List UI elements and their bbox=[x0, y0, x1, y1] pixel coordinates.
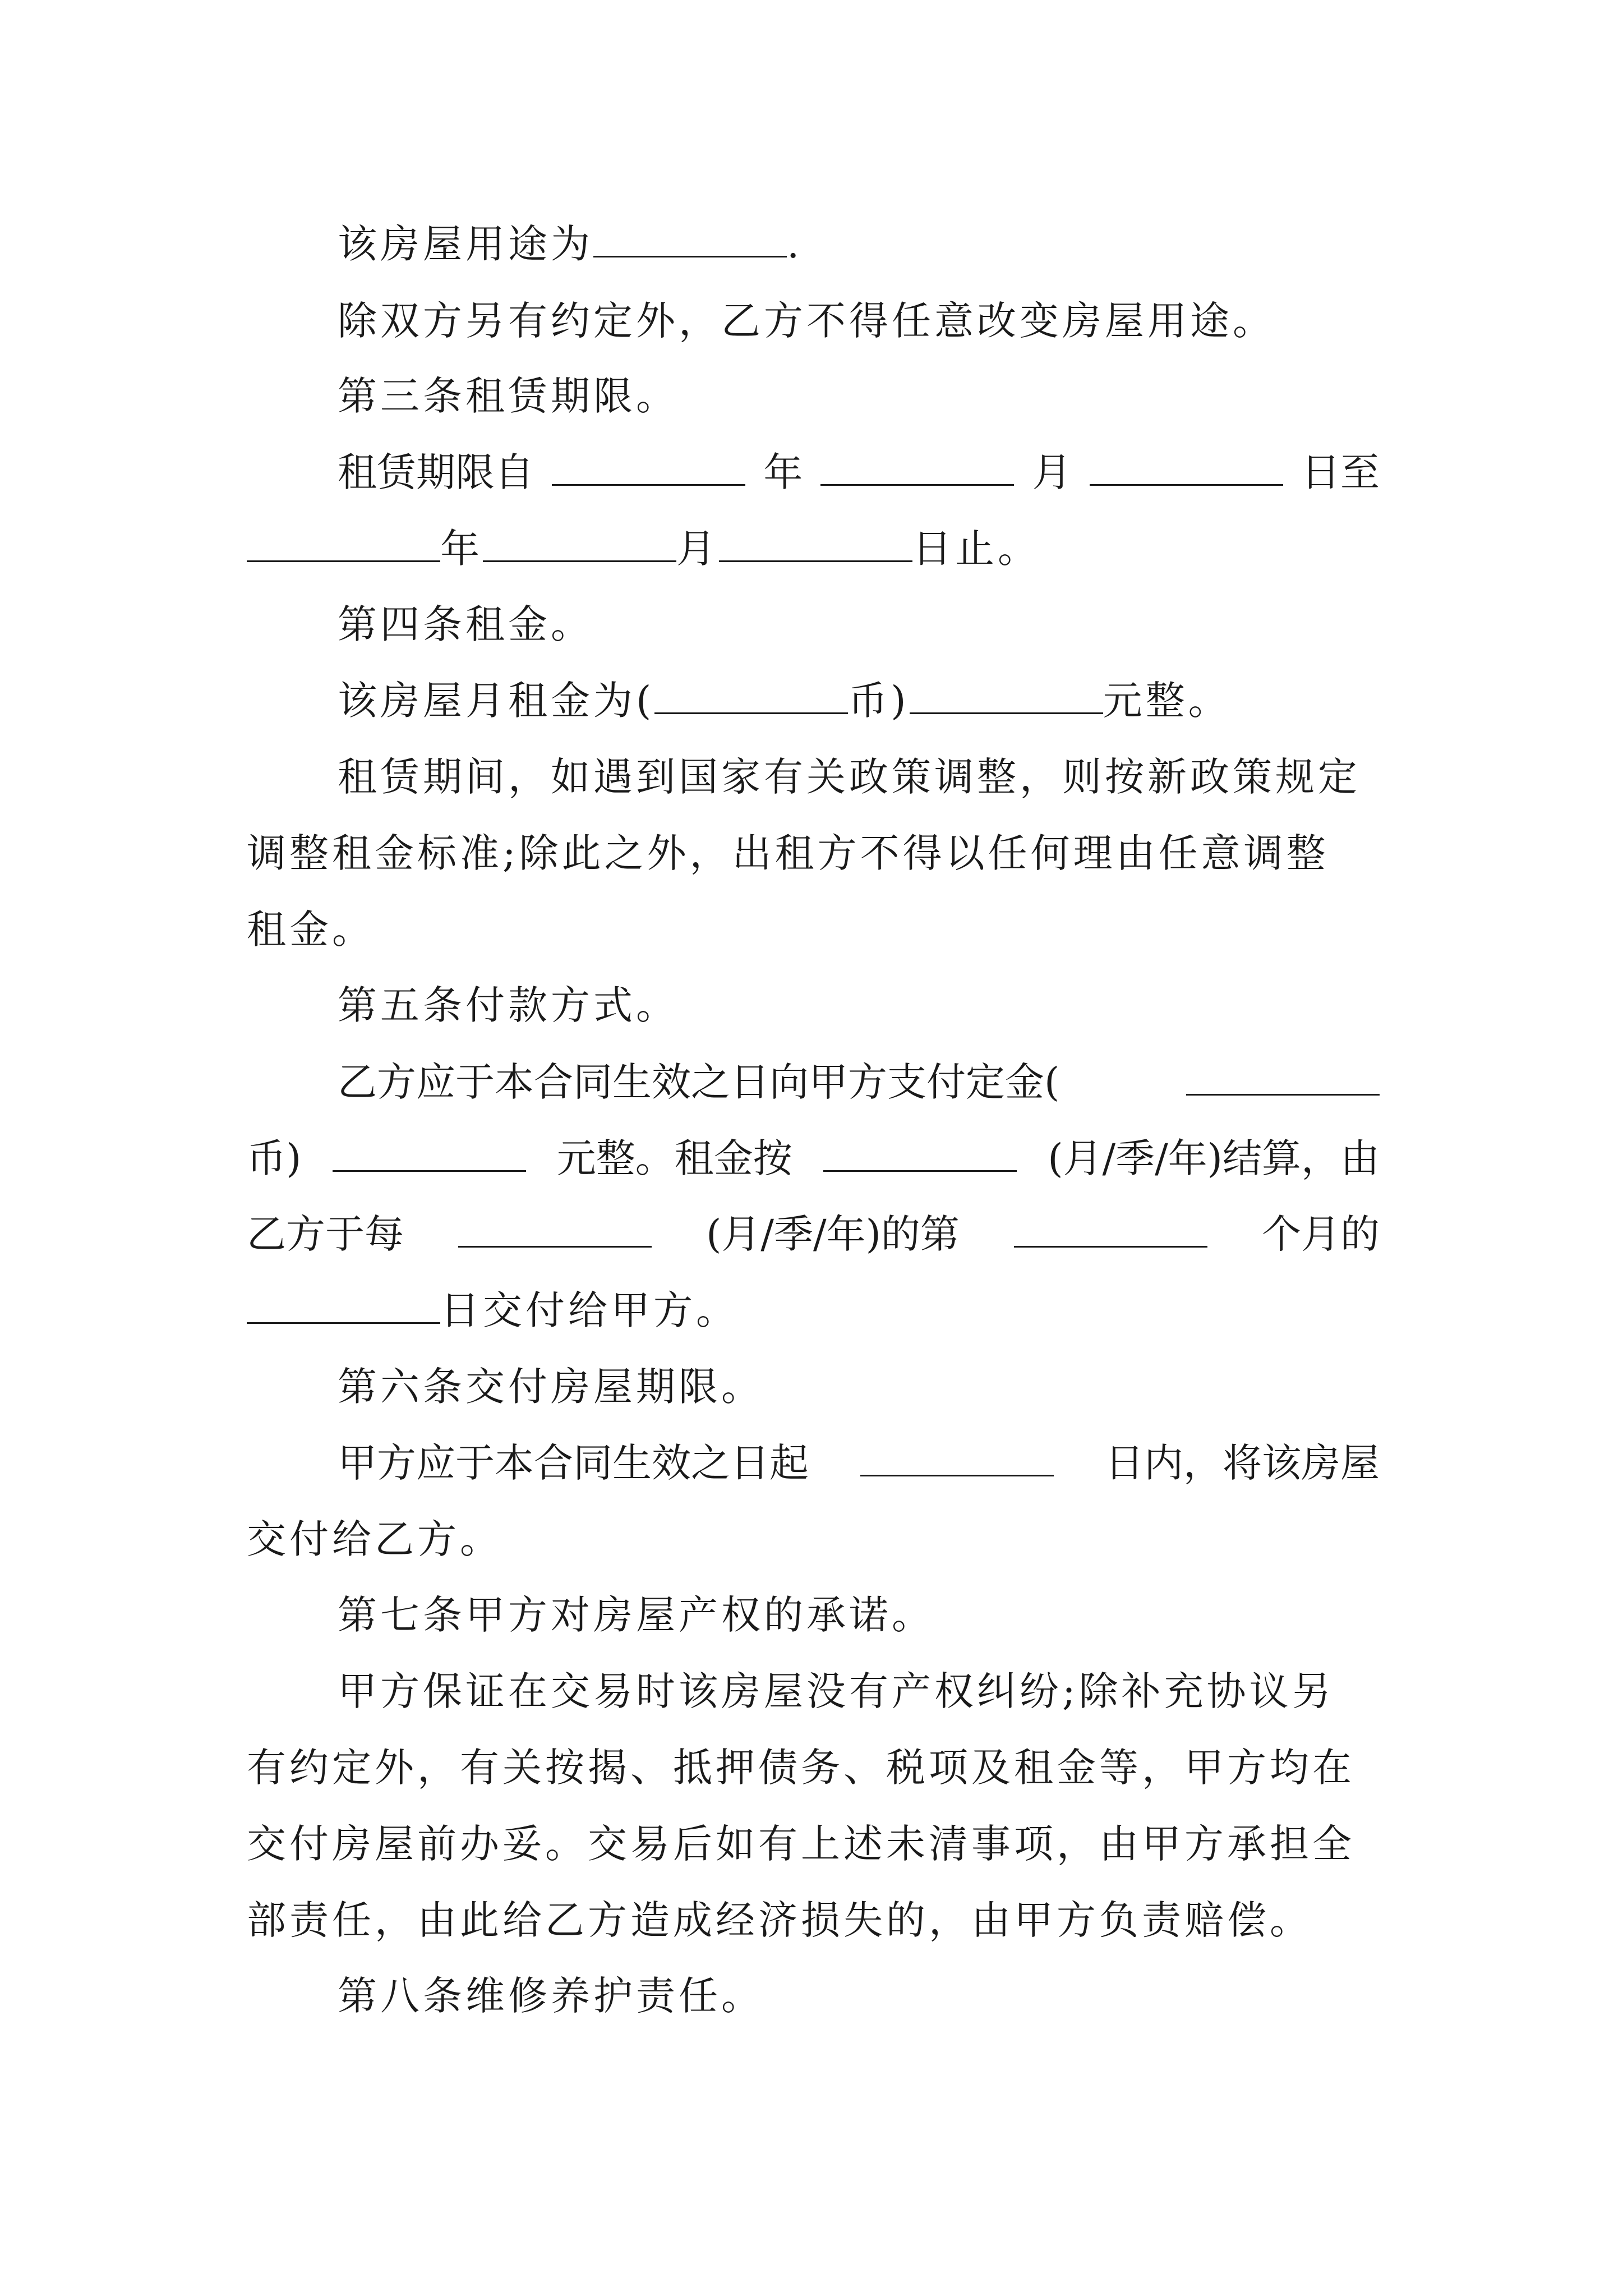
deposit-amount-blank bbox=[333, 1138, 526, 1172]
payment-line-4 bbox=[247, 1285, 1380, 1336]
payment-day-label: 日交付给甲方。 bbox=[440, 1287, 739, 1333]
lease-term-line-1 bbox=[338, 447, 1380, 498]
lease-term-line-2 bbox=[247, 523, 1380, 574]
settlement-period-blank bbox=[823, 1138, 1017, 1172]
usage-end: . bbox=[787, 221, 803, 267]
lease-term-label: 租赁期限自 bbox=[338, 449, 534, 495]
article-8-heading: 第八条维修养护责任。 bbox=[338, 1973, 764, 2019]
usage-clause: 除双方另有约定外，乙方不得任意改变房屋用途。 bbox=[338, 298, 1275, 344]
lease-end-month-blank bbox=[483, 528, 676, 562]
payment-line-1 bbox=[338, 1057, 1380, 1107]
rent-amount-blank bbox=[910, 680, 1103, 714]
lease-start-year-blank bbox=[552, 452, 745, 486]
delivery-days-blank bbox=[860, 1442, 1054, 1476]
lease-year-label: 年 bbox=[763, 449, 803, 495]
rent-label: 该房屋月租金为( bbox=[338, 678, 655, 724]
payment-day-blank bbox=[247, 1290, 440, 1324]
lease-end-day-label: 日止。 bbox=[912, 526, 1040, 572]
title-clause-line-2: 有约定外，有关按揭、抵押债务、税项及租金等，甲方均在 bbox=[247, 1745, 1355, 1791]
rent-currency-blank bbox=[654, 680, 848, 714]
payment-period-blank bbox=[458, 1213, 652, 1248]
rent-currency-label: 币) bbox=[848, 678, 910, 724]
article-5-heading: 第五条付款方式。 bbox=[338, 982, 679, 1028]
lease-until-label: 日至 bbox=[1301, 449, 1380, 495]
lease-start-month-blank bbox=[820, 452, 1014, 486]
rent-clause-line-2: 调整租金标准;除此之外，出租方不得以任何理由任意调整 bbox=[247, 830, 1329, 876]
month-label: 个月的 bbox=[1261, 1211, 1380, 1257]
title-clause-line-4: 部责任，由此给乙方造成经济损失的，由甲方负责赔偿。 bbox=[247, 1897, 1312, 1943]
article-4-heading: 第四条租金。 bbox=[338, 601, 593, 647]
deposit-currency-blank bbox=[1186, 1061, 1380, 1096]
deposit-currency-label: 币) bbox=[247, 1135, 302, 1181]
lease-end-year-label: 年 bbox=[440, 526, 483, 572]
delivery-line-2: 交付给乙方。 bbox=[247, 1516, 502, 1562]
usage-label: 该房屋用途为 bbox=[338, 221, 593, 267]
payment-line-3 bbox=[247, 1209, 1380, 1259]
period-label: (月/季/年)的第 bbox=[706, 1211, 960, 1257]
payment-month-blank bbox=[1014, 1213, 1207, 1248]
lease-end-month-label: 月 bbox=[676, 526, 719, 572]
article-3-heading: 第三条租赁期限。 bbox=[338, 373, 679, 419]
rent-line bbox=[338, 675, 1380, 726]
delivery-days-label: 日内，将该房屋 bbox=[1105, 1440, 1380, 1486]
usage-line bbox=[338, 219, 1380, 269]
article-7-heading: 第七条甲方对房屋产权的承诺。 bbox=[338, 1592, 934, 1638]
article-6-heading: 第六条交付房屋期限。 bbox=[338, 1364, 764, 1410]
payer-label: 乙方于每 bbox=[247, 1211, 404, 1257]
delivery-label: 甲方应于本合同生效之日起 bbox=[338, 1440, 809, 1486]
title-clause-line-3: 交付房屋前办妥。交易后如有上述未清事项，由甲方承担全 bbox=[247, 1821, 1355, 1867]
rent-unit-label: 元整。 bbox=[1103, 678, 1231, 724]
settlement-label: (月/季/年)结算，由 bbox=[1048, 1135, 1380, 1181]
rent-clause-line-3: 租金。 bbox=[247, 907, 375, 953]
lease-end-year-blank bbox=[247, 528, 440, 562]
payment-line-2 bbox=[247, 1133, 1380, 1184]
delivery-line-1 bbox=[338, 1438, 1380, 1488]
lease-month-label: 月 bbox=[1032, 449, 1072, 495]
rent-clause-line-1: 租赁期间，如遇到国家有关政策调整，则按新政策规定 bbox=[338, 754, 1361, 800]
lease-start-day-blank bbox=[1090, 452, 1283, 486]
rent-basis-label: 元整。租金按 bbox=[556, 1135, 792, 1181]
deposit-label: 乙方应于本合同生效之日向甲方支付定金( bbox=[338, 1059, 1060, 1105]
title-clause-line-1: 甲方保证在交易时该房屋没有产权纠纷;除补充协议另 bbox=[338, 1668, 1335, 1714]
lease-end-day-blank bbox=[719, 528, 912, 562]
usage-blank bbox=[593, 223, 787, 257]
